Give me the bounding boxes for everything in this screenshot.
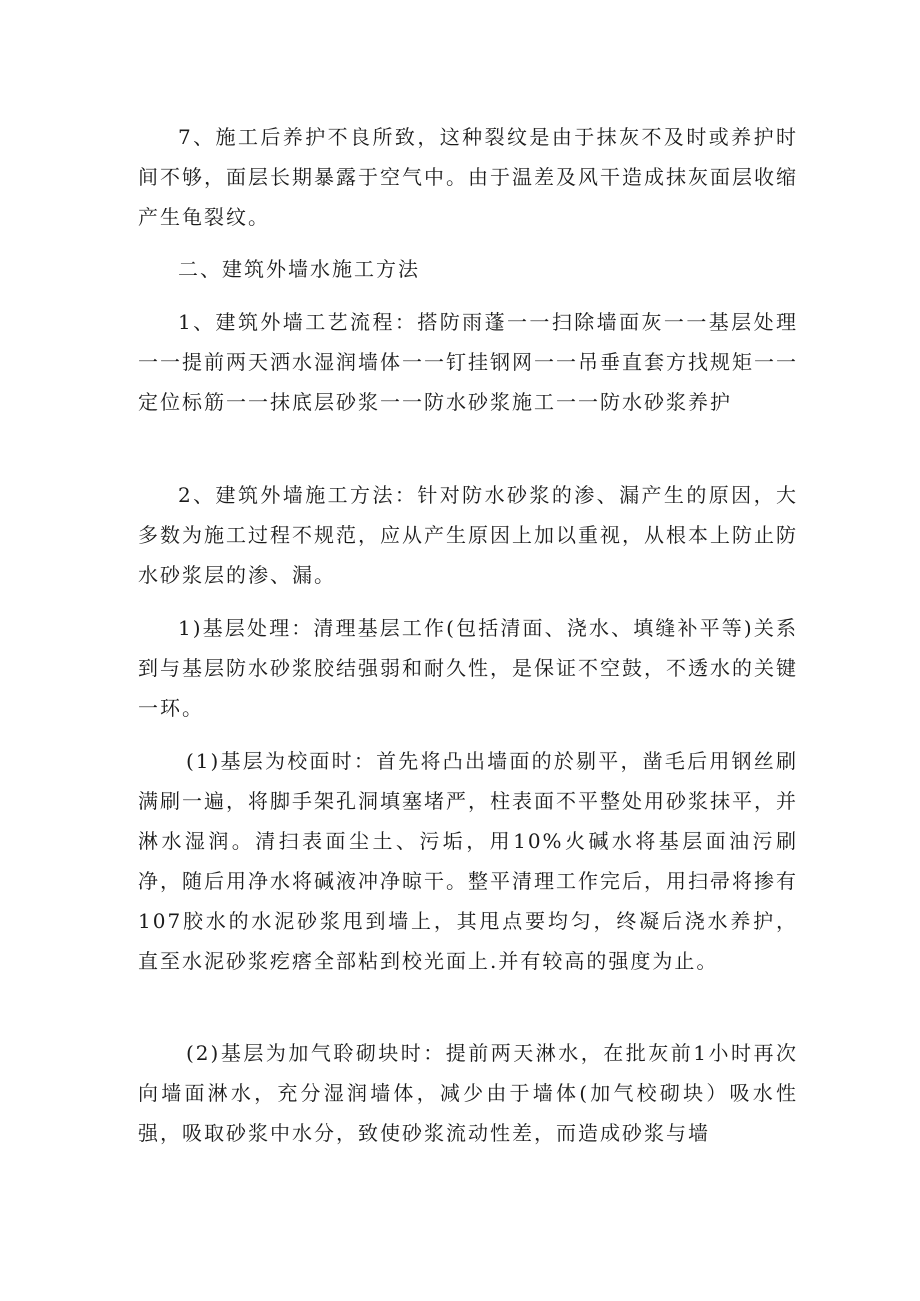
section-heading-2: 二、建筑外墙水施工方法 xyxy=(178,257,420,281)
paragraph-concrete-base: (1)基层为校面时：首先将凸出墙面的於剔平，凿毛后用钢丝刷满刷一遍，将脚手架孔洞填塞堵严，柱表面不平整处用砂浆抹平，并淋水湿润。清扫表面尘土、污垢，用10%火碱水将基层面油污刷净，随后用净水将碱液冲净晾干。整平清理工作完后，用扫帚将掺有107胶水的水泥砂浆甩到墙上，其甩点要均匀，终凝后浇水养护，直至水泥砂浆疙瘩全部粘到校光面上.并有较高的强度为止。 xyxy=(138,749,798,973)
paragraph-cause-7: 7、施工后养护不良所致，这种裂纹是由于抹灰不及时或养护时间不够，面层长期暴露于空气中。由于温差及风干造成抹灰面层收缩产生龟裂纹。 xyxy=(138,125,798,229)
paragraph-construction-method: 2、建筑外墙施工方法：针对防水砂浆的渗、漏产生的原因，大多数为施工过程不规范，应从产生原因上加以重视，从根本上防止防水砂浆层的渗、漏。 xyxy=(138,483,798,587)
paragraph-process-flow: 1、建筑外墙工艺流程：搭防雨蓬一一扫除墙面灰一一基层处理一一提前两天洒水湿润墙体一一钉挂钢网一一吊垂直套方找规矩一一定位标筋一一抹底层砂浆一一防水砂浆施工一一防水砂浆养护 xyxy=(138,310,798,414)
paragraph-block-base: (2)基层为加气聆砌块时：提前两天淋水，在批灰前1小时再次向墙面淋水，充分湿润墙体，减少由于墙体(加气校砌块）吸水性强，吸取砂浆中水分，致使砂浆流动性差，而造成砂浆与墙 xyxy=(138,1041,798,1145)
paragraph-base-treatment: 1)基层处理：清理基层工作(包括清面、浇水、填缝补平等)关系到与基层防水砂浆胶结强弱和耐久性，是保证不空鼓，不透水的关键一环。 xyxy=(138,616,798,720)
